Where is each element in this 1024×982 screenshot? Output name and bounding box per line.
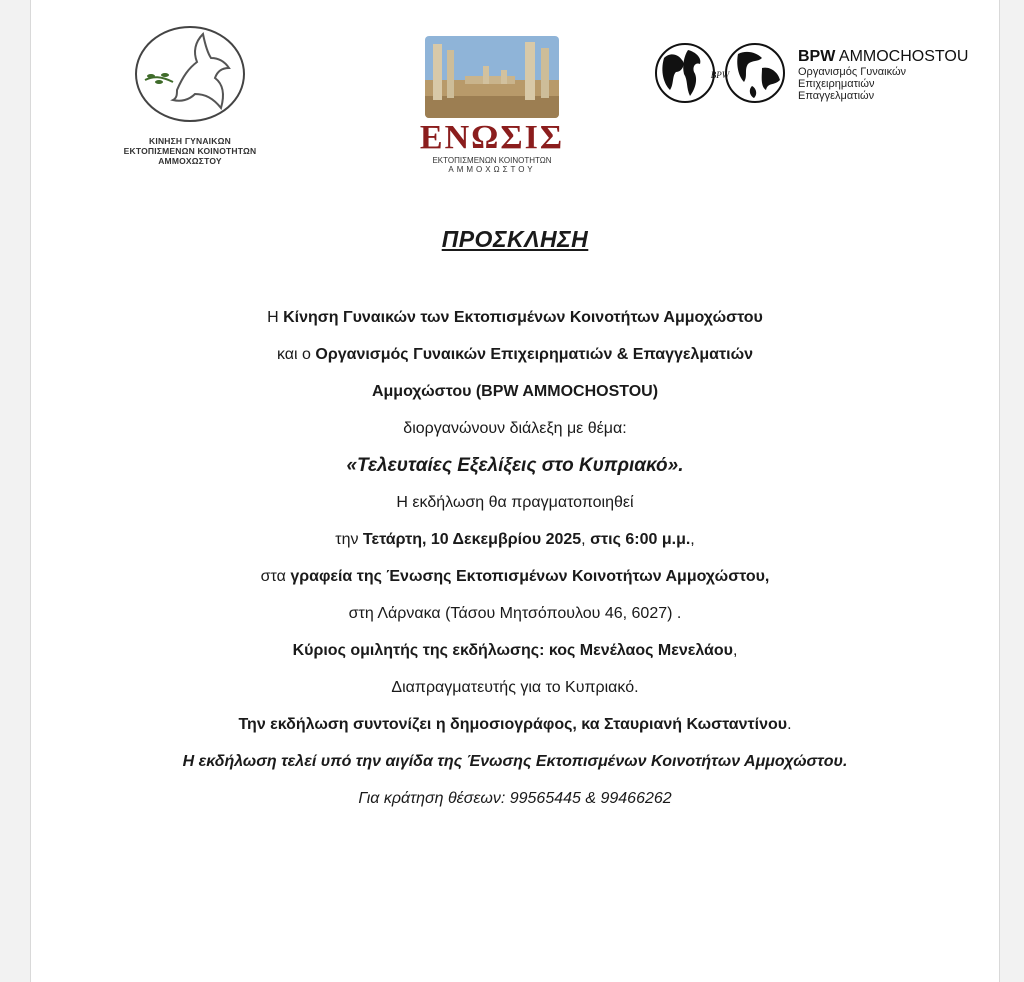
event-address: στη Λάρνακα (Τάσου Μητσόπουλου 46, 6027) .	[348, 605, 682, 622]
dove-icon	[135, 26, 245, 122]
speaker-role: Διαπραγματευτής για το Κυπριακό.	[391, 679, 639, 696]
bpw-title: BPW AMMOCHOSTOU	[798, 48, 969, 65]
event-date: την Τετάρτη, 10 Δεκεμβρίου 2025, στις 6:00 μ.μ.,	[335, 531, 695, 548]
svg-text:BPW: BPW	[710, 70, 730, 80]
enosis-wordmark: ΕΝΩΣΙΣ	[419, 119, 565, 156]
lecture-topic: «Τελευταίες Εξελίξεις στο Κυπριακό».	[346, 455, 684, 476]
organizer-line-2: και ο Οργανισμός Γυναικών Επιχειρηματιών & Επαγγελματιών	[276, 346, 754, 363]
lecture-intro: διοργανώνουν διάλεξη με θέμα:	[403, 420, 627, 437]
logo-enosis	[418, 36, 566, 175]
columns-photo-icon	[425, 36, 559, 118]
organizer-line-3: Αμμοχώστου (BPW AMMOCHOSTOU)	[371, 383, 659, 400]
moderator: Την εκδήλωση συντονίζει η δημοσιογράφος, κα Σταυριανή Κωσταντίνου.	[238, 716, 792, 733]
reservation-phones: Για κράτηση θέσεων: 99565445 & 99466262	[358, 790, 672, 807]
invitation-heading: ΠΡΟΣΚΛΗΣΗ	[441, 226, 589, 252]
enosis-subtitle: ΕΚΤΟΠΙΣΜΕΝΩΝ ΚΟΙΝΟΤΗΤΩΝ	[432, 156, 552, 165]
globes-icon	[652, 42, 790, 104]
organizer-line-1: Η Κίνηση Γυναικών των Εκτοπισμένων Κοινοτήτων Αμμοχώστου	[267, 309, 763, 326]
enosis-subtitle-2: ΑΜΜΟΧΩΣΤΟΥ	[448, 165, 536, 174]
auspices-note: Η εκδήλωση τελεί υπό την αιγίδα της Ένωσης Εκτοπισμένων Κοινοτήτων Αμμοχώστου.	[182, 753, 848, 770]
event-intro: Η εκδήλωση θα πραγματοποιηθεί	[396, 494, 634, 511]
event-venue: στα γραφεία της Ένωσης Εκτοπισμένων Κοινοτήτων Αμμοχώστου,	[260, 568, 770, 585]
logo-womens-movement	[100, 26, 280, 166]
logo-left-caption: ΚΙΝΗΣΗ ΓΥΝΑΙΚΩΝ ΕΚΤΟΠΙΣΜΕΝΩΝ ΚΟΙΝΟΤΗΤΩΝ ΑΜΜΟΧΩΣΤΟΥ	[123, 136, 257, 166]
bpw-text: BPW AMMOCHOSTOU Οργανισμός Γυναικών Επιχειρηματιών Επαγγελματιών	[798, 48, 969, 102]
invitation-body	[30, 226, 1000, 826]
main-speaker: Κύριος ομιλητής της εκδήλωσης: κος Μενέλαος Μενελάου,	[292, 642, 738, 659]
